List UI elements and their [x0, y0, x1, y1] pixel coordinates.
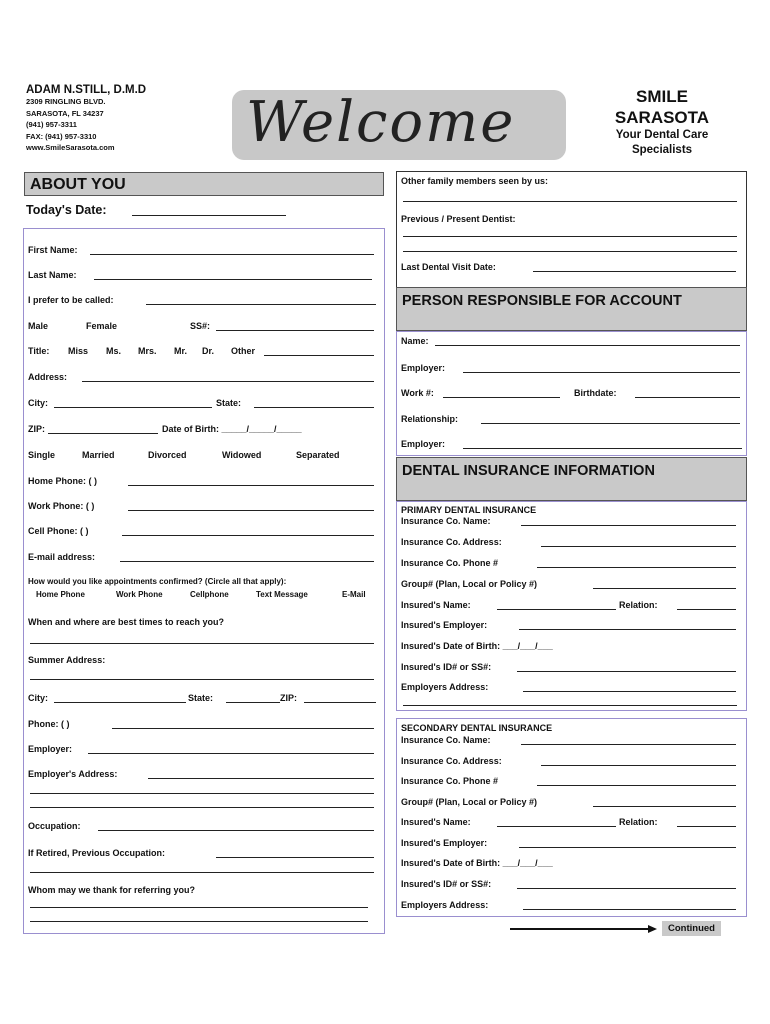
primary-co-address-field[interactable] [541, 546, 736, 547]
primary-insured-id-field[interactable] [517, 671, 736, 672]
primary-co-name-label: Insurance Co. Name: [401, 516, 491, 526]
secondary-insurance-form [396, 718, 747, 917]
home-phone-field[interactable] [128, 485, 374, 486]
primary-insured-employer-field[interactable] [519, 629, 736, 630]
resp-employer2-field[interactable] [463, 448, 742, 449]
primary-co-phone-label: Insurance Co. Phone # [401, 558, 499, 568]
practice-info [26, 84, 146, 154]
brand-tagline1: Your Dental Care [615, 129, 709, 141]
best-times-label: When and where are best times to reach you? [28, 617, 225, 627]
secondary-employers-address-label: Employers Address: [401, 900, 489, 910]
confirm-cellphone[interactable]: Cellphone [190, 590, 229, 599]
home-phone-label: Home Phone: ( ) [28, 476, 97, 486]
practice-website: www.SmileSarasota.com [26, 143, 115, 152]
confirm-text-message[interactable]: Text Message [256, 590, 308, 599]
last-name-field[interactable] [94, 279, 372, 280]
occupation-field[interactable] [98, 830, 374, 831]
confirm-email[interactable]: E-Mail [342, 590, 366, 599]
summer-state-label: State: [188, 693, 214, 703]
title-other-field[interactable] [264, 355, 374, 356]
secondary-co-address-field[interactable] [541, 765, 736, 766]
continued-arrow-icon [648, 925, 657, 933]
phone-label: Phone: ( ) [28, 719, 70, 729]
secondary-insured-id-field[interactable] [517, 888, 736, 889]
referral-label: Whom may we thank for referring you? [28, 885, 196, 895]
summer-zip-field[interactable] [304, 702, 376, 703]
employer-address-field[interactable] [148, 778, 374, 779]
ssn-field[interactable] [216, 330, 374, 331]
primary-insured-name-field[interactable] [497, 609, 616, 610]
primary-employers-address-field-2[interactable] [403, 705, 737, 706]
female-option[interactable]: Female [86, 321, 118, 331]
resp-employer-field[interactable] [463, 372, 740, 373]
secondary-co-name-field[interactable] [521, 744, 736, 745]
summer-address-label: Summer Address: [28, 655, 106, 665]
summer-zip-label: ZIP: [280, 693, 297, 703]
primary-group-label: Group# (Plan, Local or Policy #) [401, 579, 538, 589]
primary-co-name-field[interactable] [521, 525, 736, 526]
todays-date-field[interactable] [132, 215, 286, 216]
state-field[interactable] [254, 407, 374, 408]
confirm-question: How would you like appointments confirmed? (Circle all that apply): [28, 577, 287, 586]
last-visit-label: Last Dental Visit Date: [401, 262, 496, 272]
practice-address-line2: SARASOTA, FL 34237 [26, 108, 104, 118]
secondary-insured-id-label: Insured's ID# or SS#: [401, 879, 492, 889]
marital-single[interactable]: Single [28, 450, 56, 460]
work-phone-label: Work Phone: ( ) [28, 501, 95, 511]
address-field[interactable] [82, 381, 374, 382]
phone-field[interactable] [112, 728, 374, 729]
confirm-work-phone[interactable]: Work Phone [116, 590, 163, 599]
secondary-group-field[interactable] [593, 806, 736, 807]
todays-date-row [26, 202, 296, 218]
resp-relationship-field[interactable] [481, 423, 740, 424]
employer-field[interactable] [88, 753, 374, 754]
employer-label: Employer: [28, 744, 73, 754]
resp-work-field[interactable] [443, 397, 560, 398]
resp-birthdate-label: Birthdate: [574, 388, 617, 398]
secondary-insured-employer-field[interactable] [519, 847, 736, 848]
primary-insured-employer-label: Insured's Employer: [401, 620, 488, 630]
zip-label: ZIP: [28, 424, 45, 434]
primary-insurance-form [396, 501, 747, 711]
resp-name-label: Name: [401, 336, 429, 346]
primary-relation-field[interactable] [677, 609, 736, 610]
primary-insurance-title: PRIMARY DENTAL INSURANCE [401, 505, 537, 515]
insurance-header [396, 457, 747, 501]
secondary-insured-employer-label: Insured's Employer: [401, 838, 488, 848]
summer-address-field[interactable] [30, 679, 374, 680]
title-dr[interactable]: Dr. [202, 346, 215, 356]
occupation-label: Occupation: [28, 821, 81, 831]
retired-field[interactable] [216, 857, 374, 858]
last-visit-field[interactable] [533, 271, 736, 272]
about-you-header [24, 172, 384, 196]
continued-arrow-line [510, 928, 650, 930]
secondary-co-phone-label: Insurance Co. Phone # [401, 776, 499, 786]
welcome-title: Welcome [246, 90, 516, 155]
primary-insured-name-label: Insured's Name: [401, 600, 471, 610]
email-label: E-mail address: [28, 552, 96, 562]
prev-dentist-field-2[interactable] [403, 251, 737, 252]
primary-co-address-label: Insurance Co. Address: [401, 537, 502, 547]
address-label: Address: [28, 372, 68, 382]
referral-field-2[interactable] [30, 921, 368, 922]
first-name-label: First Name: [28, 245, 78, 255]
about-you-form [23, 228, 385, 934]
summer-city-label: City: [28, 693, 48, 703]
marital-widowed[interactable]: Widowed [222, 450, 262, 460]
city-field[interactable] [54, 407, 212, 408]
other-members-label: Other family members seen by us: [401, 176, 549, 186]
title-mr[interactable]: Mr. [174, 346, 188, 356]
resp-employer-label: Employer: [401, 363, 446, 373]
secondary-co-name-label: Insurance Co. Name: [401, 735, 491, 745]
resp-work-label: Work #: [401, 388, 434, 398]
primary-relation-label: Relation: [619, 600, 658, 610]
secondary-co-address-label: Insurance Co. Address: [401, 756, 502, 766]
brand-line1: SMILE [636, 87, 688, 106]
practice-address-line1: 2309 RINGLING BLVD. [26, 97, 106, 106]
title-ms[interactable]: Ms. [106, 346, 122, 356]
marital-divorced[interactable]: Divorced [148, 450, 187, 460]
referral-field[interactable] [30, 907, 368, 908]
practice-phone: (941) 957-3311 [26, 120, 77, 129]
secondary-co-phone-field[interactable] [537, 785, 736, 786]
email-field[interactable] [120, 561, 374, 562]
brand-tagline2: Specialists [631, 144, 693, 156]
primary-employers-address-field[interactable] [523, 691, 736, 692]
responsible-header [396, 287, 747, 331]
preferred-name-label: I prefer to be called: [28, 295, 114, 305]
responsible-form [396, 331, 747, 456]
dob-label[interactable]: Date of Birth: _____/_____/_____ [162, 424, 302, 434]
resp-name-field[interactable] [435, 345, 740, 346]
title-other[interactable]: Other [231, 346, 256, 356]
cell-phone-field[interactable] [122, 535, 374, 536]
about-you-title: ABOUT YOU [30, 176, 126, 193]
last-name-label: Last Name: [28, 270, 77, 280]
responsible-title: PERSON RESPONSIBLE FOR ACCOUNT [402, 293, 682, 309]
male-option[interactable]: Male [28, 321, 49, 331]
preferred-name-field[interactable] [146, 304, 376, 305]
ssn-label: SS#: [190, 321, 211, 331]
primary-insured-id-label: Insured's ID# or SS#: [401, 662, 492, 672]
title-miss[interactable]: Miss [68, 346, 89, 356]
secondary-insured-name-field[interactable] [497, 826, 616, 827]
prev-dentist-field[interactable] [403, 236, 737, 237]
primary-co-phone-field[interactable] [537, 567, 736, 568]
summer-city-field[interactable] [54, 702, 186, 703]
secondary-insured-dob-label[interactable]: Insured's Date of Birth: ___/___/___ [401, 858, 553, 868]
city-label: City: [28, 398, 48, 408]
resp-relationship-label: Relationship: [401, 414, 459, 424]
other-members-field[interactable] [403, 201, 737, 202]
confirm-home-phone[interactable]: Home Phone [36, 590, 85, 599]
secondary-relation-label: Relation: [619, 817, 658, 827]
practice-fax: FAX: (941) 957-3310 [26, 131, 97, 141]
summer-state-field[interactable] [226, 702, 280, 703]
best-times-field[interactable] [30, 643, 374, 644]
brand-line2: SARASOTA [614, 108, 710, 127]
primary-insured-dob-label[interactable]: Insured's Date of Birth: ___/___/___ [401, 641, 553, 651]
primary-group-field[interactable] [593, 588, 736, 589]
insurance-title: DENTAL INSURANCE INFORMATION [402, 463, 655, 479]
welcome-banner [232, 90, 566, 160]
brand-block [590, 86, 734, 158]
secondary-employers-address-field[interactable] [523, 909, 736, 910]
employer-address-label: Employer's Address: [28, 769, 118, 779]
secondary-group-label: Group# (Plan, Local or Policy #) [401, 797, 538, 807]
marital-married[interactable]: Married [82, 450, 115, 460]
todays-date-label: Today's Date: [26, 203, 107, 217]
secondary-relation-field[interactable] [677, 826, 736, 827]
secondary-insurance-title: SECONDARY DENTAL INSURANCE [401, 723, 553, 733]
prev-dentist-label: Previous / Present Dentist: [401, 214, 516, 224]
secondary-insured-name-label: Insured's Name: [401, 817, 471, 827]
work-phone-field[interactable] [128, 510, 374, 511]
retired-label: If Retired, Previous Occupation: [28, 848, 166, 858]
continued-label: Continued [662, 921, 721, 936]
title-label: Title: [28, 346, 50, 356]
title-mrs[interactable]: Mrs. [138, 346, 157, 356]
family-box [396, 171, 747, 288]
employer-address-field-2[interactable] [30, 793, 374, 794]
retired-field-2[interactable] [30, 872, 374, 873]
first-name-field[interactable] [90, 254, 374, 255]
doctor-name: ADAM N.STILL, D.M.D [26, 84, 147, 96]
employer-address-field-3[interactable] [30, 807, 374, 808]
state-label: State: [216, 398, 242, 408]
resp-birthdate-field[interactable] [635, 397, 740, 398]
cell-phone-label: Cell Phone: ( ) [28, 526, 89, 536]
zip-field[interactable] [48, 433, 158, 434]
primary-employers-address-label: Employers Address: [401, 682, 489, 692]
resp-employer2-label: Employer: [401, 439, 446, 449]
marital-separated[interactable]: Separated [296, 450, 340, 460]
